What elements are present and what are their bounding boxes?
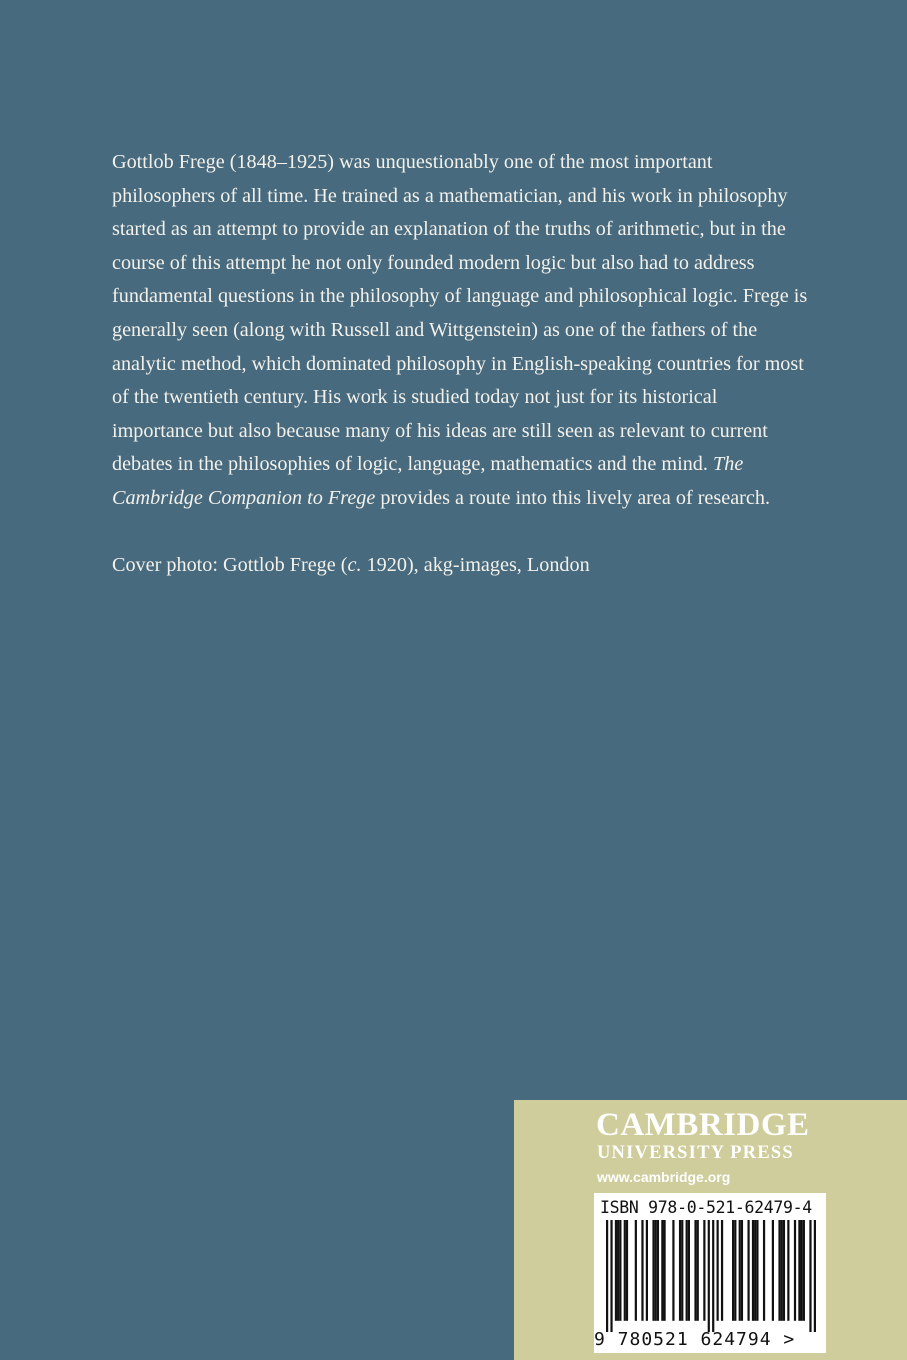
barcode-bar [617, 1220, 619, 1321]
barcode-bar [801, 1220, 803, 1321]
barcode-bar [783, 1220, 785, 1321]
publisher-name: CAMBRIDGE [596, 1107, 810, 1143]
credit-prefix: Cover photo: Gottlob Frege ( [112, 553, 348, 576]
barcode-bar [734, 1220, 736, 1321]
barcode-bar [763, 1220, 765, 1321]
barcode-bar [814, 1220, 816, 1332]
barcode-icon [606, 1220, 816, 1332]
description-ending: provides a route into this lively area of research. [380, 486, 770, 509]
barcode-bar [803, 1220, 805, 1321]
barcode-bar [741, 1220, 743, 1321]
barcode-bar [754, 1220, 756, 1321]
barcode-bar [712, 1220, 714, 1332]
barcode-bar [661, 1220, 663, 1321]
barcode-bar [641, 1220, 643, 1321]
publisher-box [514, 1100, 907, 1360]
barcode-bar [672, 1220, 674, 1321]
book-title-italic: The Cambridge Companion to Frege [112, 453, 744, 509]
barcode-bar [756, 1220, 758, 1321]
barcode-bar [752, 1220, 754, 1321]
barcode-bar [778, 1220, 780, 1321]
barcode-bar [703, 1220, 705, 1321]
description-text: Gottlob Frege (1848–1925) was unquestionably one of the most important philosophers of all time. He trained as a mathematician, and his work in philosophy started as an attempt to provide an explanation of the truths of arithmetic, but in the course of this attempt he not only founded modern logic but also had to address fundamental questions in the philosophy of language and philosophical logic. Frege is generally seen (along with Russell and Wittgenstein) as one of the fathers of the analytic method, which dominated philosophy in English-speaking countries for most of the twentieth century. His work is studied today not just for its historical importance but also because many of his ideas are still seen as relevant to current debates in the philosophies of logic, language, mathematics and the mind. [112, 151, 808, 476]
barcode-bar [772, 1220, 774, 1321]
ean-digits: 9 780521 624794 > [594, 1329, 796, 1350]
description-paragraph [112, 146, 812, 516]
credit-suffix: 1920), akg-images, London [361, 553, 590, 576]
barcode-bar [610, 1220, 612, 1332]
publisher-press: UNIVERSITY PRESS [597, 1143, 794, 1163]
barcode-bar [624, 1220, 626, 1321]
cover-photo-credit [112, 549, 812, 583]
back-cover-blurb [112, 146, 812, 582]
barcode-panel [594, 1193, 826, 1353]
barcode-bar [686, 1220, 688, 1321]
barcode-bar [657, 1220, 659, 1321]
barcode-bar [635, 1220, 637, 1321]
barcode-bar [794, 1220, 796, 1321]
barcode-bar [679, 1220, 681, 1321]
barcode-bar [721, 1220, 723, 1321]
barcode-bar [655, 1220, 657, 1321]
barcode-bar [681, 1220, 683, 1321]
isbn-label: ISBN 978-0-521-62479-4 [600, 1198, 812, 1217]
barcode-bar [688, 1220, 690, 1321]
barcode-bar [798, 1220, 800, 1321]
barcode-bar [739, 1220, 741, 1321]
barcode-bar [708, 1220, 710, 1332]
barcode-bar [732, 1220, 734, 1321]
barcode-bar [646, 1220, 648, 1321]
barcode-bar [717, 1220, 719, 1321]
barcode-bar [663, 1220, 665, 1321]
barcode-bar [781, 1220, 783, 1321]
barcode-bar [606, 1220, 608, 1332]
barcode-bar [626, 1220, 628, 1321]
barcode-bar [787, 1220, 789, 1321]
barcode-bar [619, 1220, 621, 1321]
barcode-bar [809, 1220, 811, 1332]
credit-circa: c. [347, 553, 362, 576]
barcode-bar [652, 1220, 654, 1321]
barcode-bar [697, 1220, 699, 1321]
publisher-url: www.cambridge.org [597, 1169, 731, 1185]
barcode-bar [694, 1220, 696, 1321]
barcode-bar [615, 1220, 617, 1321]
barcode-bar [747, 1220, 749, 1321]
